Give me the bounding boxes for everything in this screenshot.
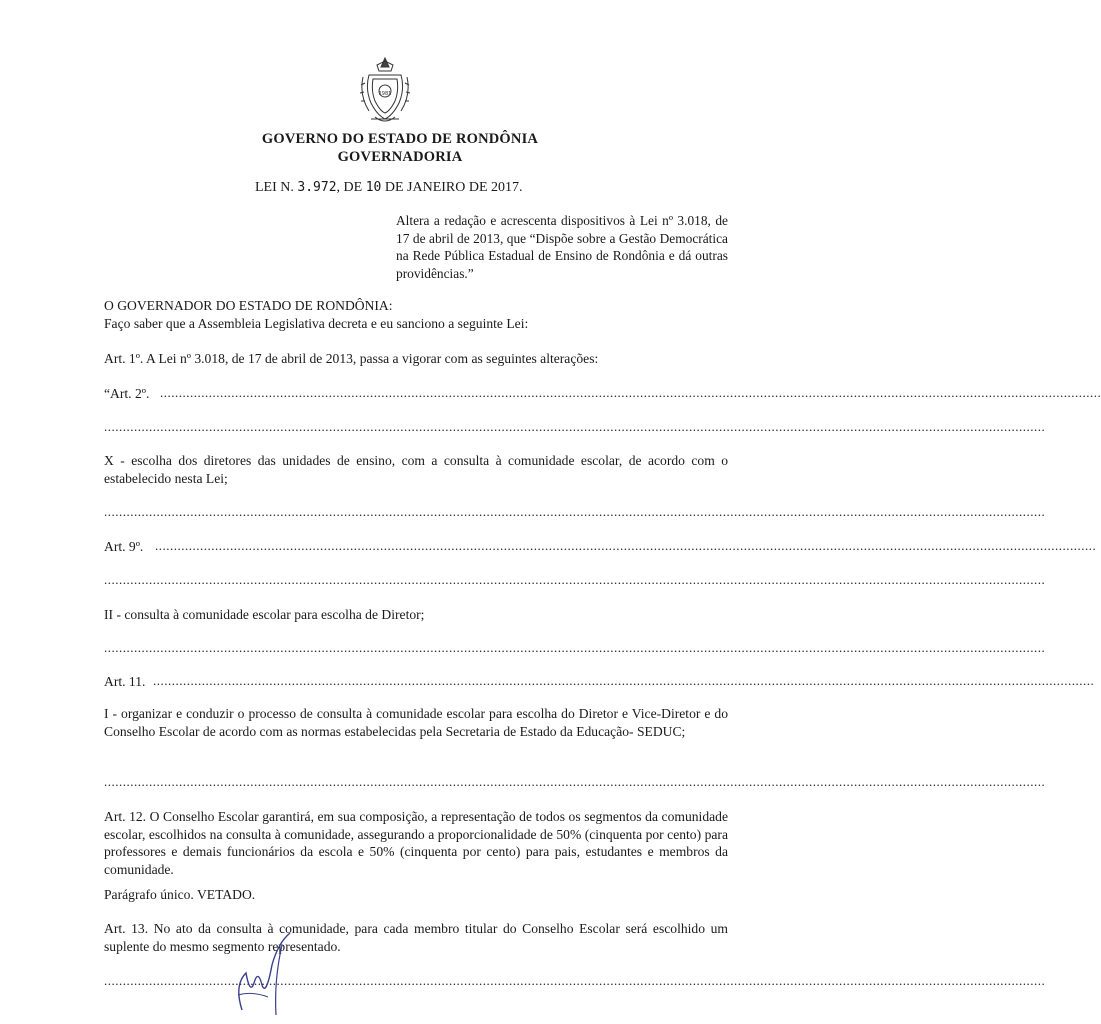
governor-heading: O GOVERNADOR DO ESTADO DE RONDÔNIA: <box>104 298 393 313</box>
dotted-line: ........................................................................................................................................................................................................................................................... <box>104 640 1046 655</box>
article-11-label: Art. 11. <box>104 674 146 689</box>
law-title <box>255 180 523 196</box>
inciso-i: I - organizar e conduzir o processo de consulta à comunidade escolar para escolha do Diretor e Vice-Diretor e do Conselho Escolar de acordo com as normas estabelecidas pela Secretaria de Estado da Educação- SEDUC; <box>104 706 728 739</box>
sole-paragraph: Parágrafo único. VETADO. <box>104 887 256 902</box>
header-line-government: GOVERNO DO ESTADO DE RONDÔNIA <box>261 131 539 147</box>
dotted-line: ........................................................................................................................................................................................................................................................... <box>104 419 1046 434</box>
law-day: 10 <box>365 180 382 195</box>
dotted-line: ........................................................................................................................................................................................................................................................... <box>153 673 1095 688</box>
article-2-label: “Art. 2º. <box>104 386 150 401</box>
law-number: 3.972 <box>297 180 337 195</box>
header-line-governadoria: GOVERNADORIA <box>337 149 463 165</box>
dotted-line: ........................................................................................................................................................................................................................................................... <box>160 385 1101 400</box>
inciso-x: X - escolha dos diretores das unidades de ensino, com a consulta à comunidade escolar, de acordo com o estabelecido nesta Lei; <box>104 453 728 486</box>
article-1: Art. 1º. A Lei nº 3.018, de 17 de abril de 2013, passa a vigorar com as seguintes alterações: <box>104 351 599 366</box>
dotted-line: ........................................................................................................................................................................................................................................................... <box>104 572 1046 587</box>
handwritten-initials <box>212 925 302 1020</box>
law-title-mid: , DE <box>336 180 363 195</box>
article-9-label: Art. 9º. <box>104 539 144 554</box>
article-12-text: Art. 12. O Conselho Escolar garantirá, em sua composição, a representação de todos os segmentos da comunidade escolar, escolhidos na consulta à comunidade, assegurando a proporcionalidade de 50% (cinquenta por cento) para professores e demais funcionários da escola e 50% (cinquenta por cento) para pais, estudantes e membros da comunidade. <box>104 809 728 877</box>
coat-of-arms-seal <box>355 55 415 127</box>
law-title-prefix: LEI N. <box>255 180 294 195</box>
article-13: Art. 13. No ato da consulta à comunidade, para cada membro titular do Conselho Escolar será escolhido um suplente do mesmo segmento representado. <box>104 921 728 954</box>
law-summary: Altera a redação e acrescenta dispositivos à Lei nº 3.018, de 17 de abril de 2013, que “Dispõe sobre a Gestão Democrática na Rede Pública Estadual de Ensino de Rondônia e dá outras providências.” <box>396 213 728 281</box>
dotted-line: ........................................................................................................................................................................................................................................................... <box>104 504 1046 519</box>
enactment-clause: Faço saber que a Assembleia Legislativa decreta e eu sanciono a seguinte Lei: <box>104 316 529 331</box>
inciso-ii: II - consulta à comunidade escolar para escolha de Diretor; <box>104 607 425 622</box>
article-12 <box>104 808 728 878</box>
law-title-suffix: DE JANEIRO DE 2017. <box>384 180 523 195</box>
dotted-line: ........................................................................................................................................................................................................................................................... <box>155 538 1097 553</box>
dotted-line: ........................................................................................................................................................................................................................................................... <box>104 774 1046 789</box>
dotted-line: ........................................................................................................................................................................................................................................................... <box>104 973 1046 988</box>
svg-text:1981: 1981 <box>378 91 392 97</box>
